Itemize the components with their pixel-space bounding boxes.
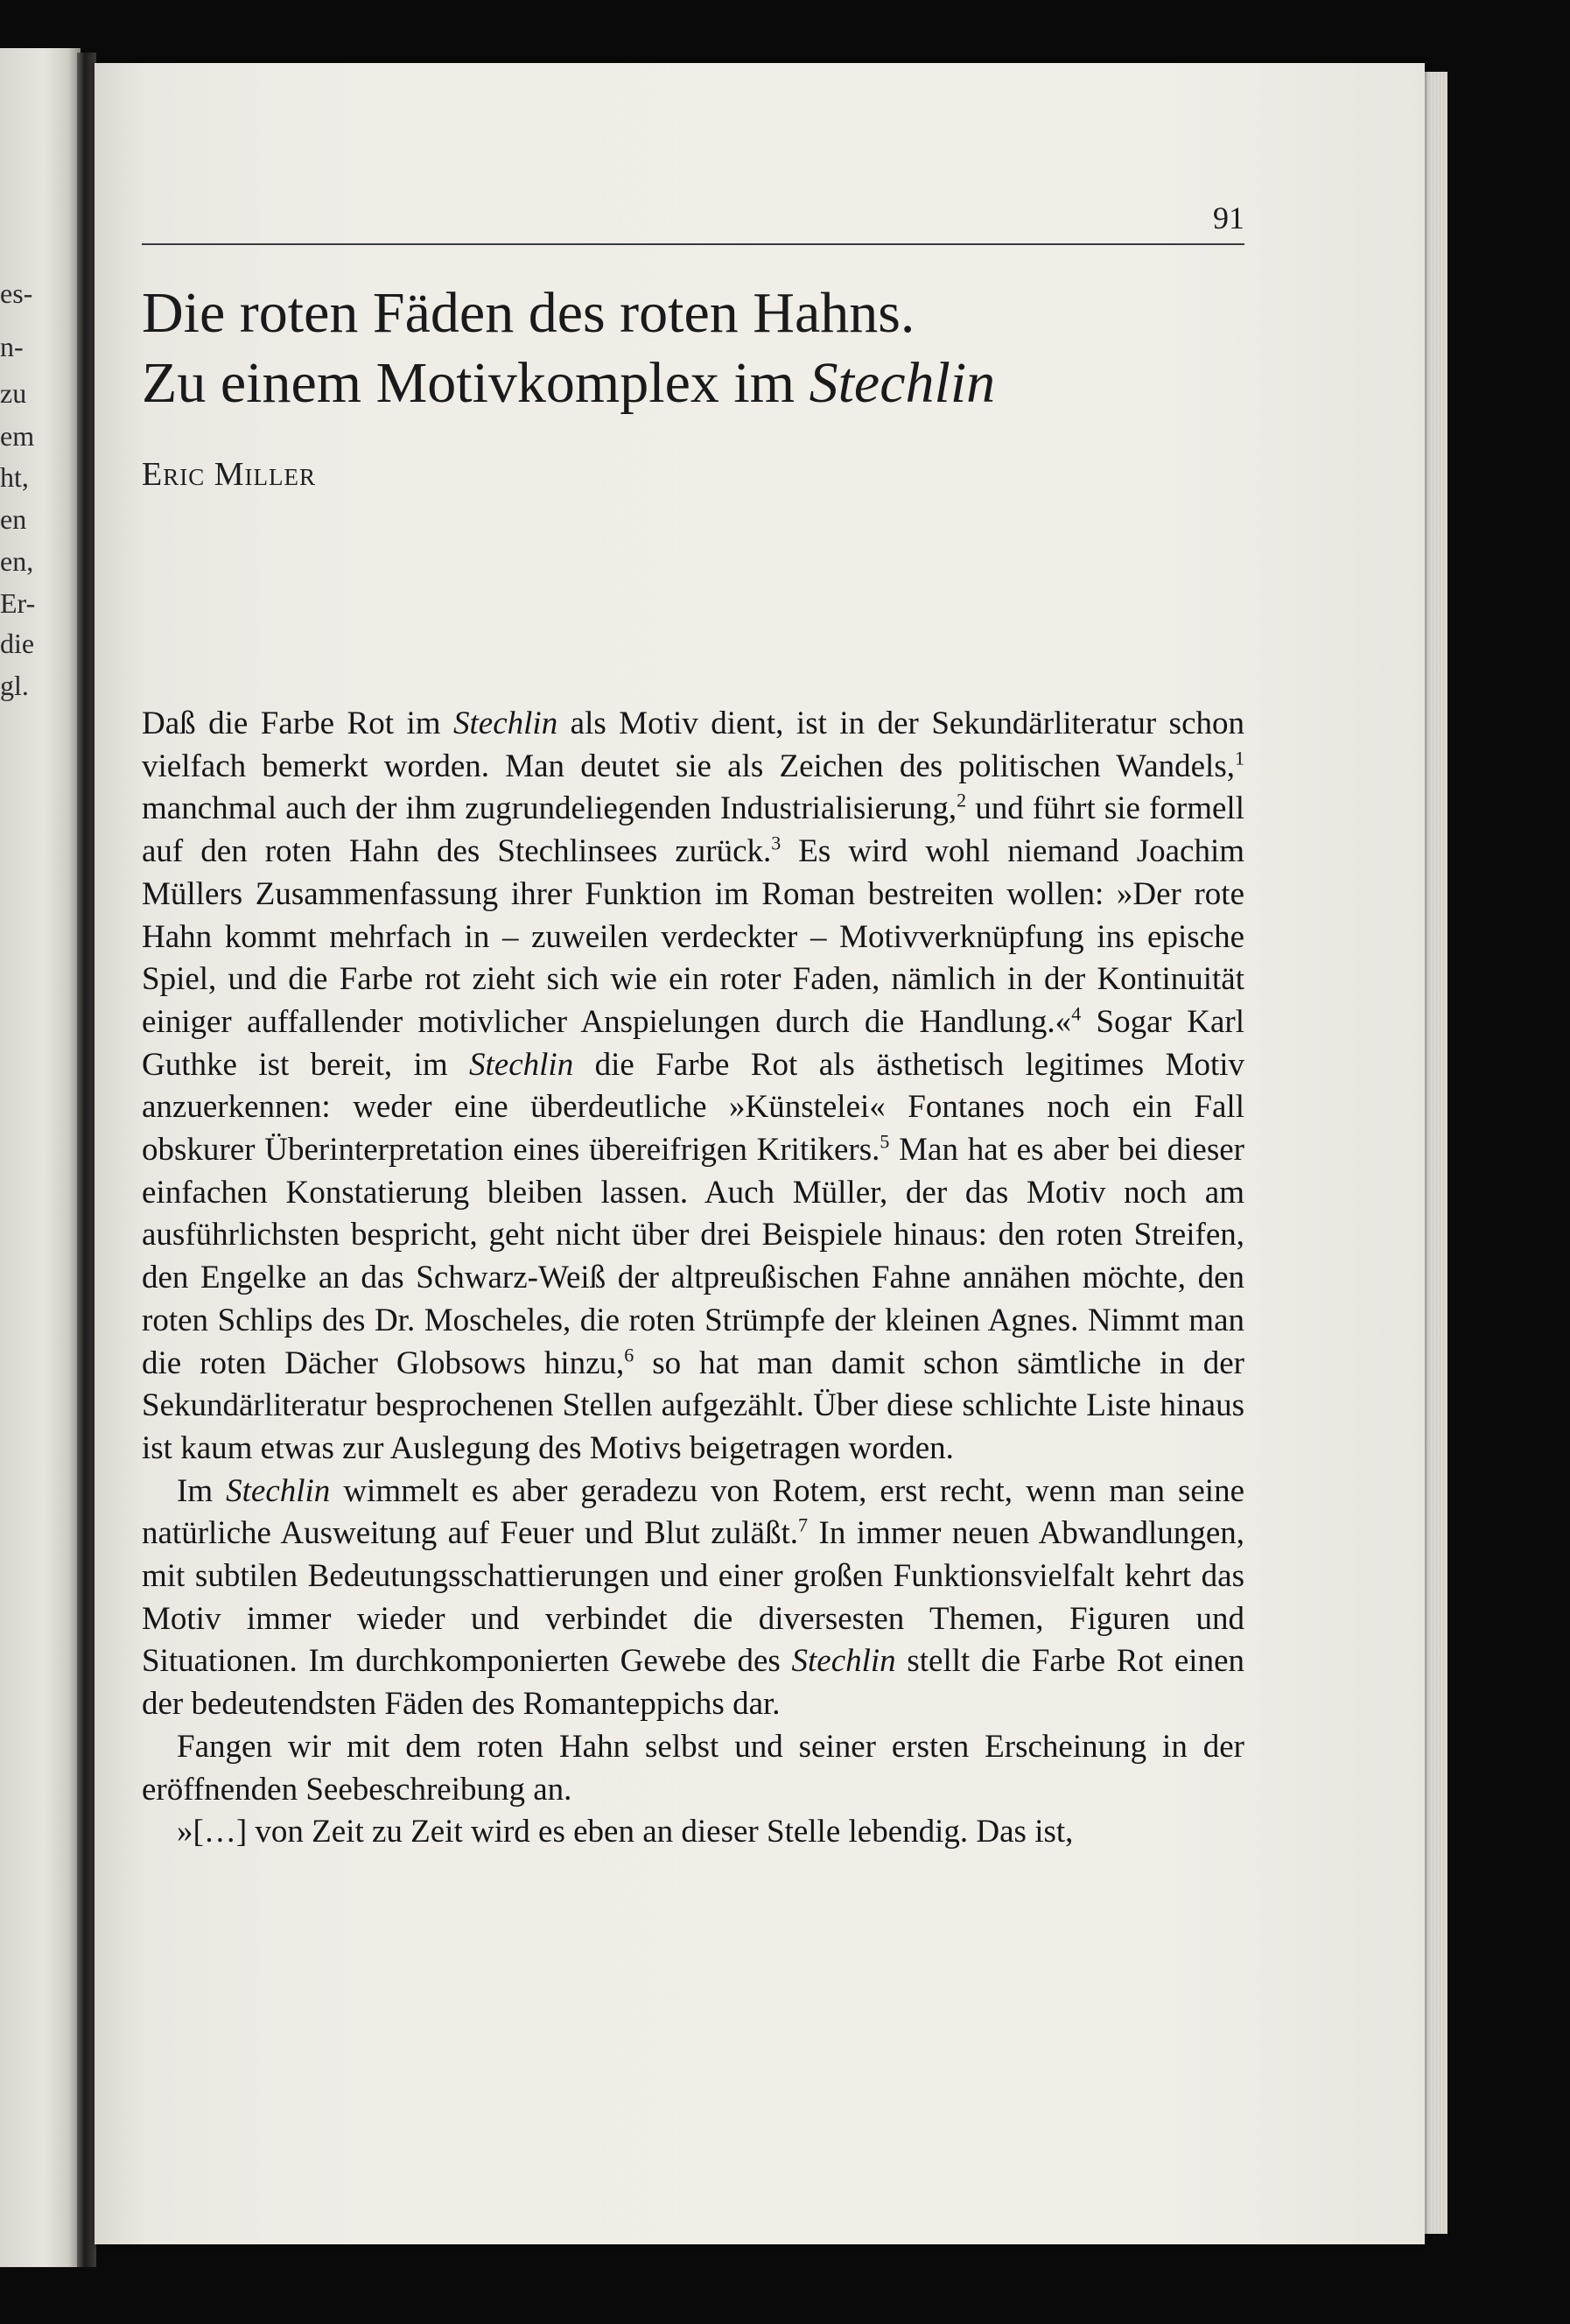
facing-page-edge	[0, 48, 81, 2267]
running-head	[142, 200, 1244, 245]
paragraph: Fangen wir mit dem roten Hahn selbst und seiner ersten Erscheinung in der eröffnenden Seebeschreibung an.	[142, 1728, 1244, 1808]
footnote-ref: 3	[771, 832, 781, 854]
work-title: Stechlin	[226, 1472, 331, 1509]
text-run: In immer neuen Abwandlungen, mit subtilen Bedeutungsschattierungen und einer großen Funktionsvielfalt kehrt das Motiv immer wieder und verbindet die diversesten Themen, Figuren und Situationen. Im durchkomponierten Gewebe des	[142, 1515, 1244, 1680]
title-line-1: Die roten Fäden des roten Hahns.	[142, 281, 915, 345]
title-line-2-text: Zu einem Motivkomplex im	[142, 351, 810, 415]
footnote-ref: 5	[880, 1130, 890, 1153]
facing-page-fragment: en	[0, 503, 27, 535]
text-run: stellt die Farbe Rot einen der bedeutendsten Fäden des Romanteppichs dar.	[142, 1643, 1244, 1723]
footnote-ref: 4	[1071, 1002, 1082, 1025]
author-name: Eric Miller	[142, 456, 316, 493]
facing-page-fragment: zu	[0, 377, 27, 409]
paragraph: »[…] von Zeit zu Zeit wird es eben an dieser Stelle lebendig. Das ist,	[177, 1814, 1074, 1850]
footnote-ref: 1	[1235, 747, 1244, 769]
facing-page-fragment: em	[0, 420, 35, 452]
work-title: Stechlin	[469, 1046, 574, 1083]
book-gutter	[77, 53, 96, 2267]
title-line-2	[142, 348, 1279, 418]
text-run: die Farbe Rot als ästhetisch legitimes Motiv anzuerkennen: weder eine überdeutliche »Künstelei« Fontanes noch ein Fall obskurer Überinterpretation eines übereifrigen Kritikers.	[142, 1046, 1244, 1169]
facing-page-fragment: en,	[0, 545, 34, 577]
footnote-ref: 7	[798, 1514, 809, 1537]
paragraph	[142, 1471, 1244, 1726]
title-work-name: Stechlin	[809, 351, 996, 415]
facing-page-fragment: Er-	[0, 587, 36, 619]
article-title	[142, 278, 1279, 418]
facing-page-fragment: es-	[0, 277, 33, 309]
text-run: als Motiv dient, ist in der Sekundärliteratur schon vielfach bemerkt worden. Man deutet sie als Zeichen des politischen Wandels,	[142, 706, 1244, 784]
text-run: Sogar Karl Guthke ist bereit, im	[142, 1003, 1244, 1083]
text-run: so hat man damit schon sämtliche in der Sekundärliteratur besprochenen Stellen aufgezählt. Über diese schlichte Liste hinaus ist kaum etwas zur Auslegung des Motivs beigetragen worden.	[142, 1345, 1244, 1466]
page-stack-edge	[1425, 72, 1447, 2234]
page-number: 91	[1213, 200, 1244, 235]
footnote-ref: 2	[957, 790, 967, 812]
text-run: Im	[177, 1472, 227, 1509]
work-title: Stechlin	[453, 706, 558, 741]
footnote-ref: 6	[624, 1344, 634, 1366]
facing-page-fragment: ht,	[0, 461, 29, 493]
facing-page-fragment: gl.	[0, 670, 29, 701]
text-run: Es wird wohl niemand Joachim Müllers Zusammenfassung ihrer Funktion im Roman bestreiten wollen: »Der rote Hahn kommt mehrfach in – zuweilen verdeckter – Motivverknüpfung ins epische Spiel, und die Farbe rot zieht sich wie ein roter Faden, nämlich in der Kontinuität einiger auffallender motivlicher Anspielungen durch die Handlung.«	[142, 833, 1244, 1040]
text-run: Daß die Farbe Rot im	[142, 706, 454, 741]
facing-page-fragment: n-	[0, 331, 24, 362]
text-run: manchmal auch der ihm zugrundeliegenden Industrialisierung,	[142, 790, 957, 827]
facing-page-fragment: die	[0, 628, 35, 659]
text-run: Man hat es aber bei dieser einfachen Konstatierung bleiben lassen. Auch Müller, der das Motiv noch am ausführlichsten bespricht, geht nicht über drei Beispiele hinaus: den roten Streifen, den Engelke an das Schwarz-Weiß der altpreußischen Fahne annähen möchte, den roten Schlips des Dr. Moscheles, die roten Strümpfe der kleinen Agnes. Nimmt man die roten Dächer Globsows hinzu,	[142, 1132, 1244, 1381]
text-run: wimmelt es aber geradezu von Rotem, erst recht, wenn man seine natürliche Ausweitung auf Feuer und Blut zuläßt.	[142, 1472, 1244, 1552]
paragraph	[142, 703, 1244, 1471]
text-run: und führt sie formell auf den roten Hahn des Stechlinsees zurück.	[142, 790, 1244, 870]
work-title: Stechlin	[791, 1643, 896, 1680]
article-body	[142, 703, 1244, 1854]
